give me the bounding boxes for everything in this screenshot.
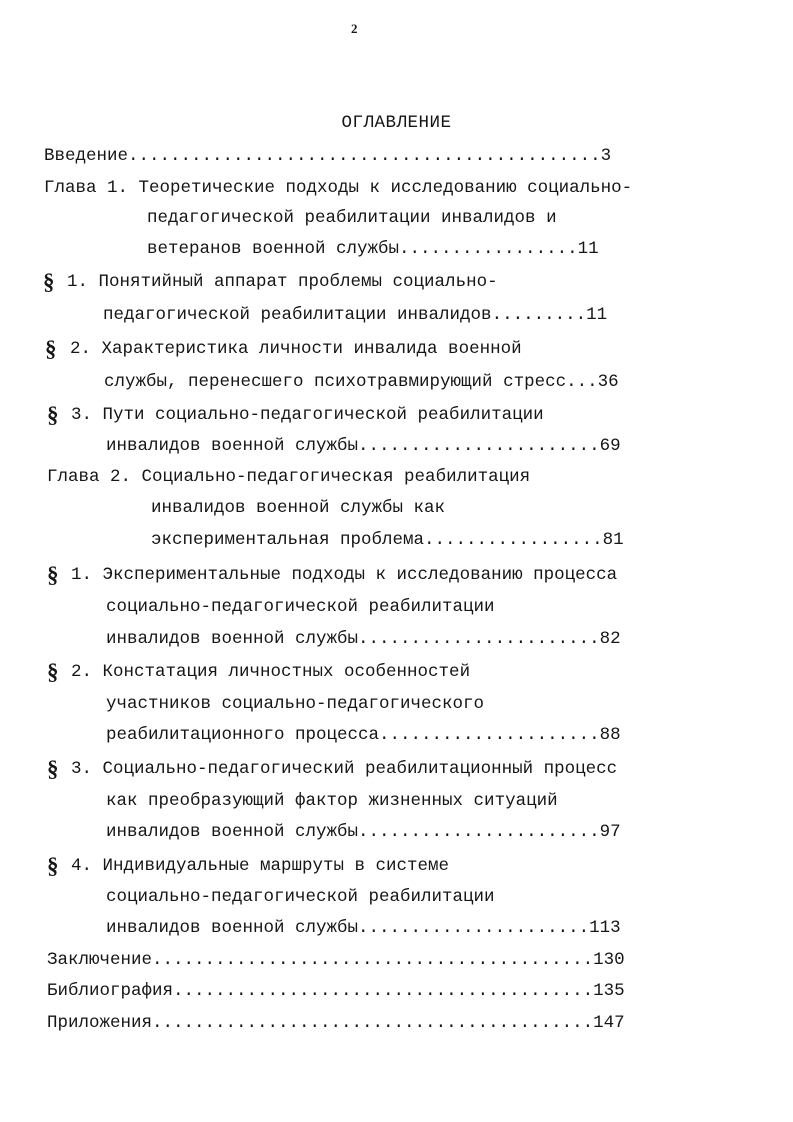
toc-chapter-1-line-1: Глава 1. Теоретические подходы к исследованию социально- [44,178,633,198]
toc-chapter-2-line-3: экспериментальная проблема.................81 [151,530,624,550]
toc-ch1-sec2-line-1: 2. Характеристика личности инвалида военной [70,339,522,359]
toc-chapter-1-line-3: ветеранов военной службы.................11 [147,239,599,259]
toc-entry-bibliography: Библиография........................................135 [47,981,625,1001]
section-sign: § [45,336,57,361]
toc-chapter-1-line-2: педагогической реабилитации инвалидов и [147,208,557,228]
toc-entry-conclusion: Заключение..........................................130 [47,950,625,970]
section-sign: § [47,659,59,684]
toc-entry-introduction: Введение.............................................3 [44,146,612,166]
toc-ch2-sec3-line-2: как преобразующий фактор жизненных ситуаций [106,791,558,811]
toc-chapter-2-line-1: Глава 2. Социально-педагогическая реабилитация [47,467,531,487]
toc-ch1-sec1-line-1: 1. Понятийный аппарат проблемы социально- [67,272,498,292]
section-sign: § [47,756,59,781]
toc-ch2-sec2-line-1: 2. Констатация личностных особенностей [71,662,471,682]
toc-ch2-sec4-line-1: 4. Индивидуальные маршруты в системе [71,856,450,876]
toc-title: ОГЛАВЛЕНИЕ [341,113,452,133]
toc-ch1-sec3-line-1: 3. Пути социально-педагогической реабилитации [71,405,544,425]
section-sign: § [43,269,55,294]
toc-ch1-sec3-line-2: инвалидов военной службы.......................69 [106,436,621,456]
toc-ch1-sec2-line-2: службы, перенесшего психотравмирующий стресс...36 [104,372,619,392]
toc-ch2-sec3-line-1: 3. Социально-педагогический реабилитационный процесс [71,759,618,779]
toc-ch2-sec1-line-3: инвалидов военной службы.......................82 [106,629,621,649]
section-sign: § [47,562,59,587]
toc-ch2-sec4-line-2: социально-педагогической реабилитации [106,887,495,907]
toc-ch2-sec1-line-1: 1. Экспериментальные подходы к исследованию процесса [71,565,618,585]
toc-ch1-sec1-line-2: педагогической реабилитации инвалидов.........11 [103,305,608,325]
toc-ch2-sec2-line-3: реабилитационного процесса.....................88 [106,725,621,745]
section-sign: § [47,853,59,878]
toc-ch2-sec4-line-3: инвалидов военной службы......................113 [106,918,621,938]
toc-chapter-2-line-2: инвалидов военной службы как [151,498,446,518]
toc-entry-appendices: Приложения..........................................147 [47,1013,625,1033]
toc-ch2-sec1-line-2: социально-педагогической реабилитации [106,597,495,617]
page-number: 2 [351,21,358,36]
toc-ch2-sec2-line-2: участников социально-педагогического [106,694,485,714]
toc-ch2-sec3-line-3: инвалидов военной службы.......................97 [106,822,621,842]
section-sign: § [47,402,59,427]
